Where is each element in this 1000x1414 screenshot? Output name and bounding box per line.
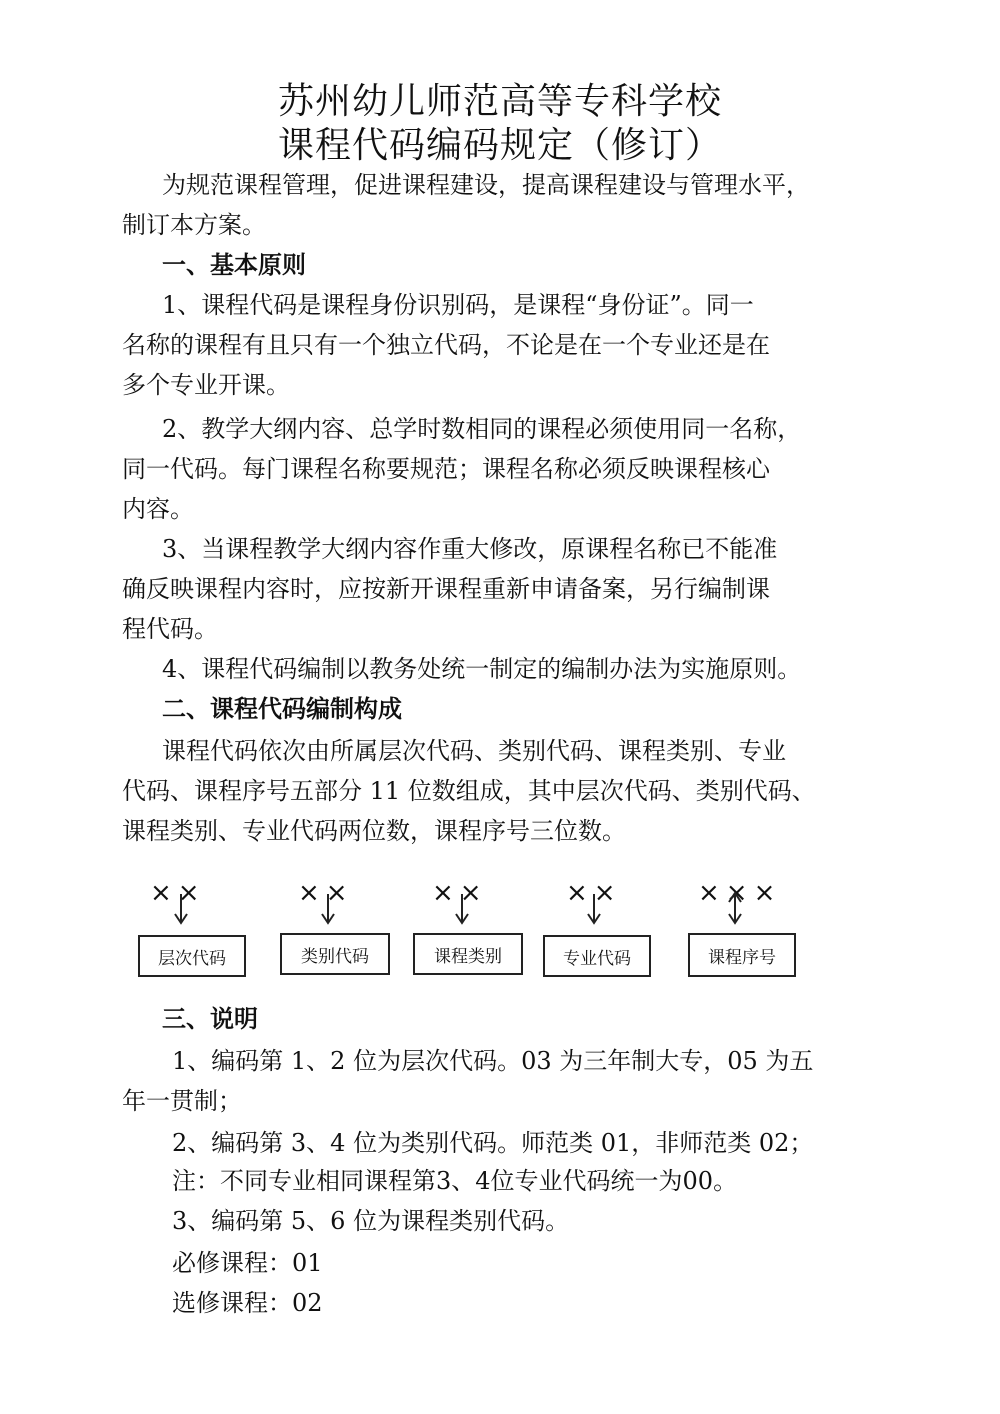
intro-line: 制订本方案。 <box>122 211 266 239</box>
paragraph-line: 1、课程代码是课程身份识别码，是课程“身份证”。同一 <box>162 291 754 319</box>
code-item-required: 必修课程：01 <box>172 1249 323 1277</box>
paragraph-line: 1、编码第 1、2 位为层次代码。03 为三年制大专，05 为五 <box>172 1047 814 1075</box>
code-digit-marks: ×× <box>298 878 354 908</box>
intro-line: 为规范课程管理，促进课程建设，提高课程建设与管理水平， <box>162 171 810 199</box>
paragraph-line: 同一代码。每门课程名称要规范；课程名称必须反映课程核心 <box>122 455 770 483</box>
paragraph-line: 代码、课程序号五部分 11 位数组成，其中层次代码、类别代码、 <box>122 777 816 805</box>
title-line-1: 苏州幼儿师范高等专科学校 <box>277 81 722 122</box>
paragraph-line: 内容。 <box>122 495 194 523</box>
down-arrow-icon <box>729 893 741 923</box>
down-arrow-icon <box>588 894 600 923</box>
paragraph-line: 年一贯制； <box>122 1087 242 1115</box>
paragraph-line: 课程类别、专业代码两位数，课程序号三位数。 <box>122 817 626 845</box>
code-part-box-sequence: 课程序号 <box>688 933 796 977</box>
paragraph-line: 3、当课程教学大纲内容作重大修改，原课程名称已不能准 <box>162 535 778 563</box>
paragraph-line: 多个专业开课。 <box>122 371 290 399</box>
down-arrow-icon <box>175 894 187 923</box>
down-arrow-icon <box>322 894 334 923</box>
section-heading-3: 三、说明 <box>162 1004 258 1033</box>
paragraph-line: 4、课程代码编制以教务处统一制定的编制办法为实施原则。 <box>162 655 802 683</box>
paragraph-line: 程代码。 <box>122 615 218 643</box>
title-line-2: 课程代码编码规定（修订） <box>277 125 722 166</box>
paragraph-line: 确反映课程内容时，应按新开课程重新申请备案，另行编制课 <box>122 575 770 603</box>
code-digit-marks: ×× <box>150 878 206 908</box>
code-part-box-level: 层次代码 <box>138 935 246 977</box>
paragraph-line: 课程代码依次由所属层次代码、类别代码、课程类别、专业 <box>162 737 786 765</box>
paragraph-line: 3、编码第 5、6 位为课程类别代码。 <box>172 1207 570 1235</box>
code-part-box-major: 专业代码 <box>543 935 651 977</box>
section-heading-1: 一、基本原则 <box>162 250 306 279</box>
code-part-box-category: 类别代码 <box>280 933 390 975</box>
diagram-arrows <box>0 860 1000 940</box>
code-item-elective: 选修课程：02 <box>172 1289 323 1317</box>
paragraph-line: 名称的课程有且只有一个独立代码，不论是在一个专业还是在 <box>122 331 770 359</box>
code-part-box-course-type: 课程类别 <box>413 933 523 975</box>
code-digit-marks: ××× <box>698 878 782 908</box>
down-arrow-icon <box>456 894 468 923</box>
paragraph-line: 2、教学大纲内容、总学时数相同的课程必须使用同一名称， <box>162 415 802 443</box>
code-digit-marks: ×× <box>566 878 622 908</box>
section-heading-2: 二、课程代码编制构成 <box>162 694 402 723</box>
code-digit-marks: ×× <box>432 878 488 908</box>
paragraph-line: 2、编码第 3、4 位为类别代码。师范类 01，非师范类 02； <box>172 1129 814 1157</box>
note-line: 注：不同专业相同课程第3、4位专业代码统一为00。 <box>172 1167 738 1195</box>
